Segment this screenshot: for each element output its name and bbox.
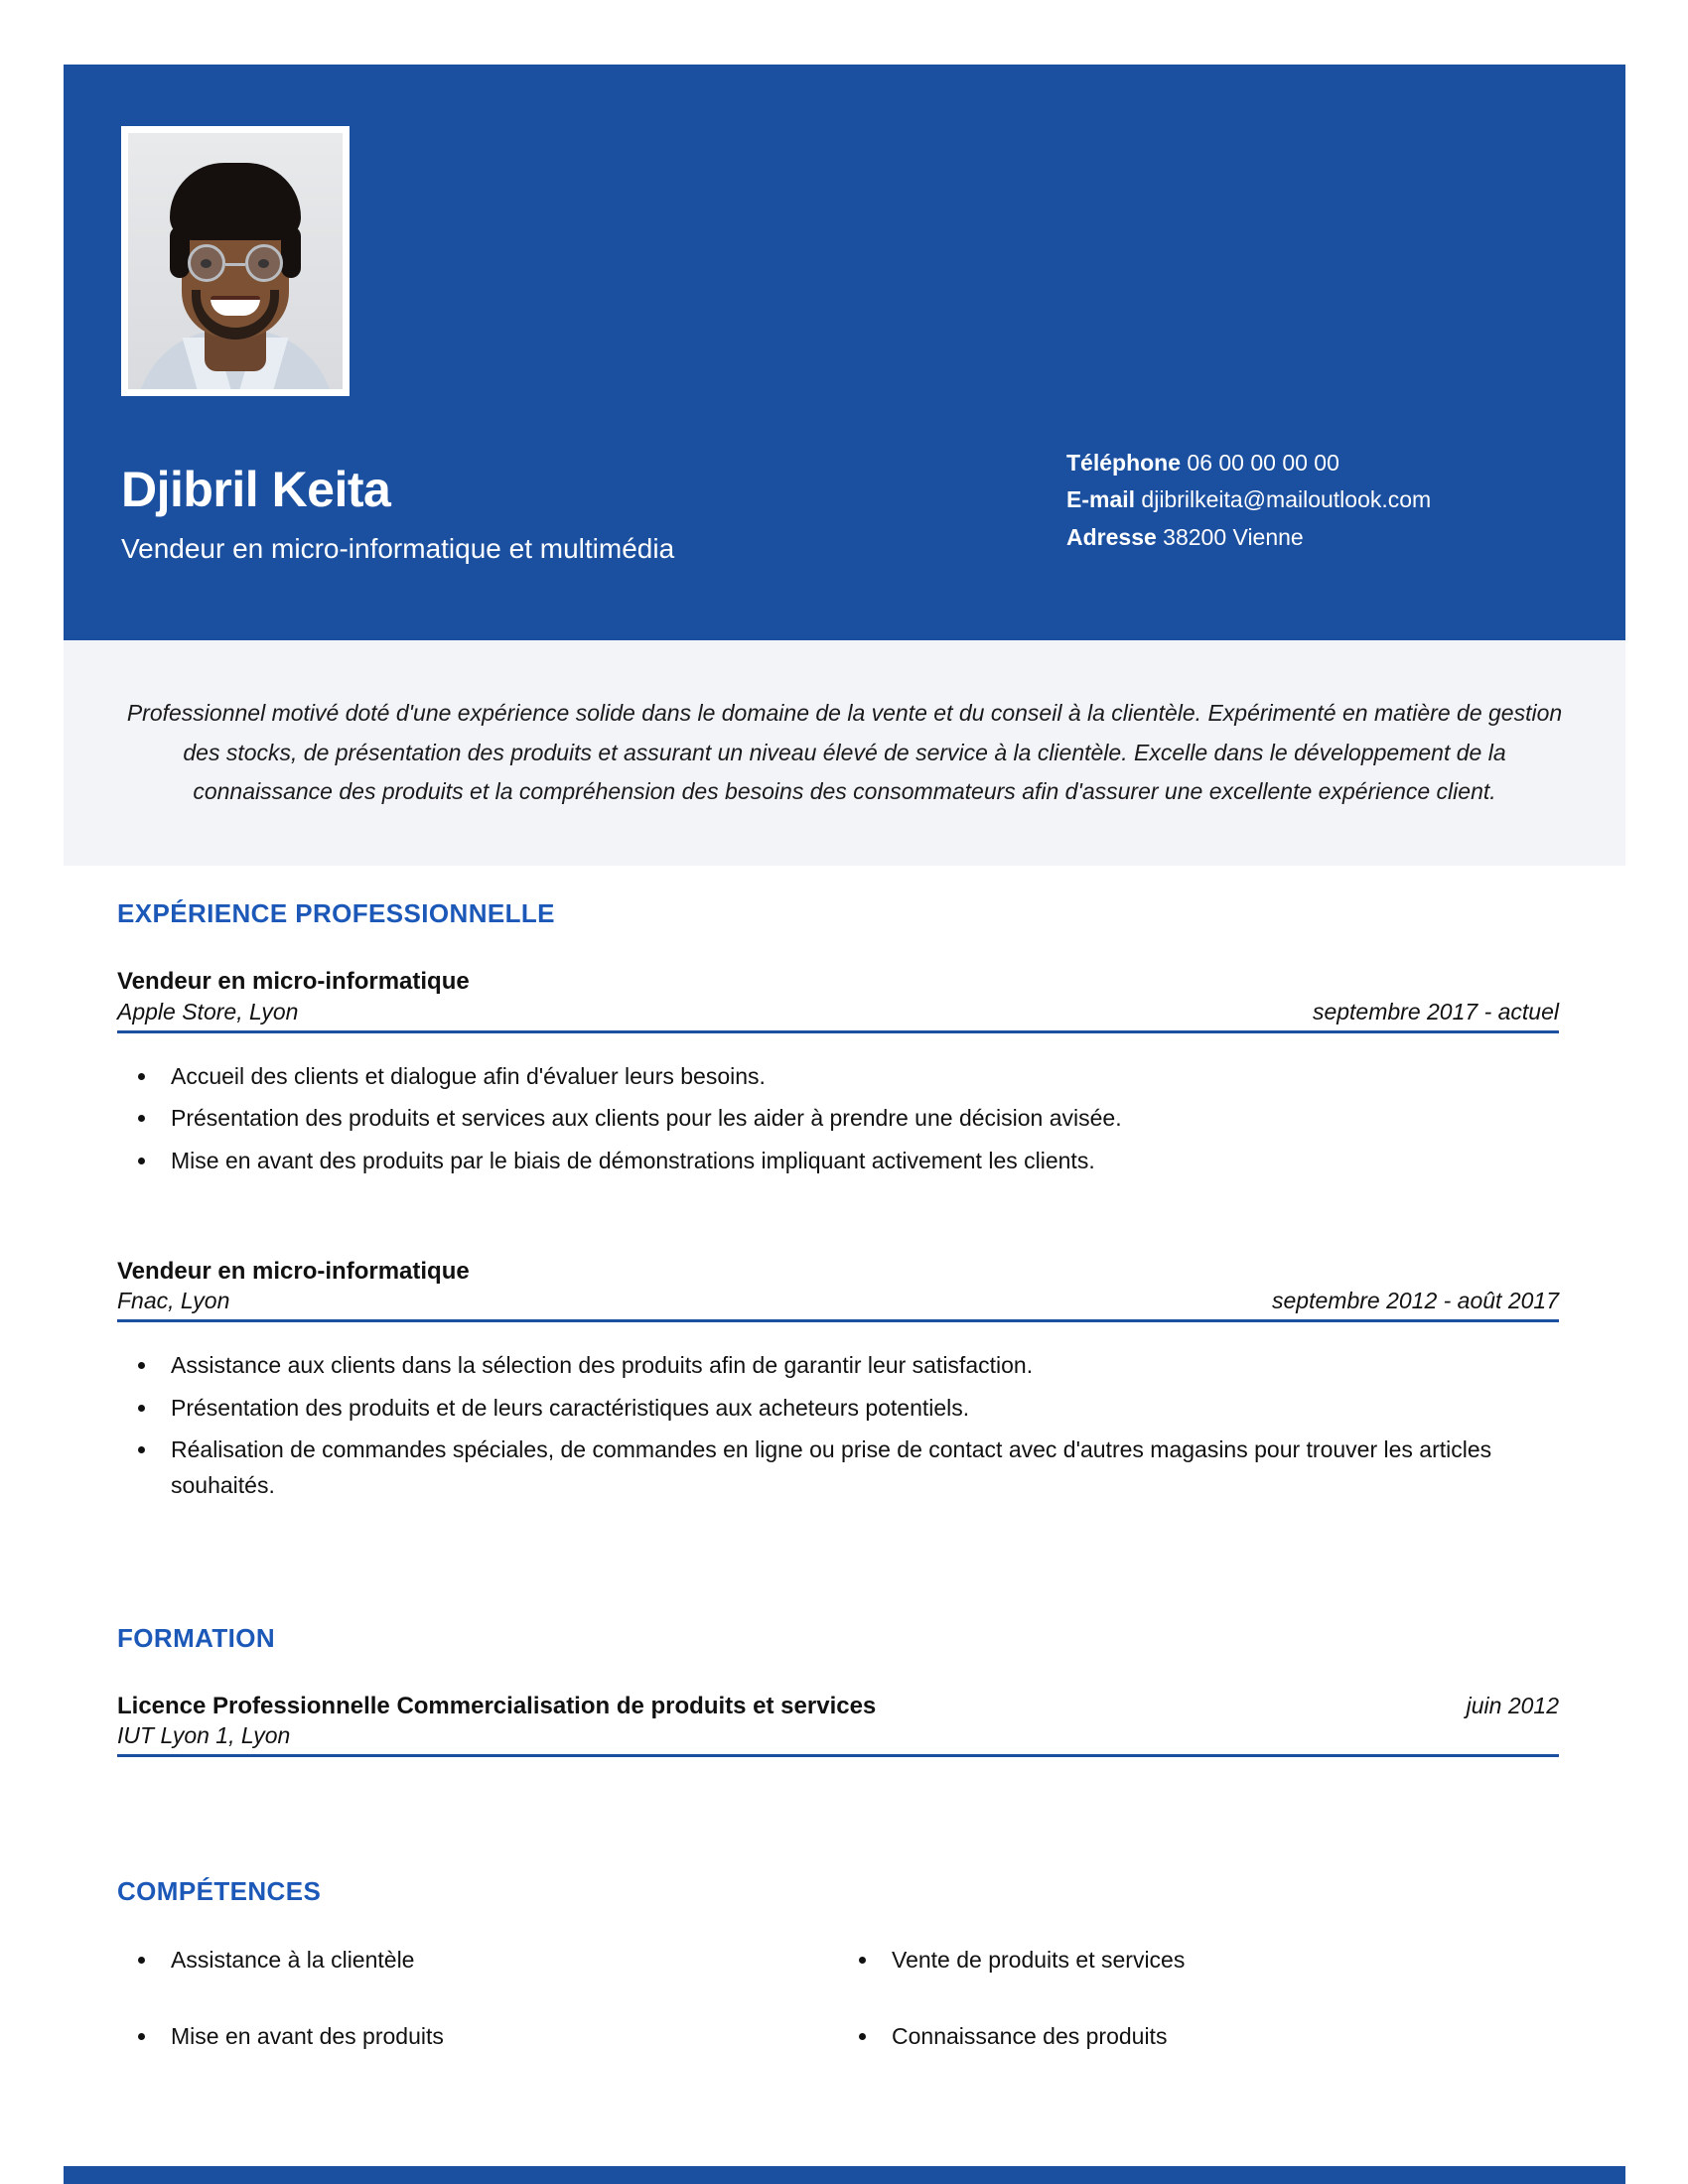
portrait-mouth — [211, 296, 260, 316]
summary-block — [64, 640, 1625, 866]
list-item: • Réalisation de commandes spéciales, de commandes en ligne ou prise de contact avec d'autres magasins pour trouver les articles souhaités. — [159, 1433, 1559, 1503]
glasses-icon-right — [245, 244, 283, 282]
experience-date: septembre 2012 - août 2017 — [1272, 1288, 1559, 1314]
list-item: • Vente de produits et services — [880, 1943, 1559, 1978]
education-date: juin 2012 — [1466, 1692, 1559, 1718]
contact-phone — [1066, 445, 1431, 481]
list-item: • Assistance à la clientèle — [159, 1943, 838, 1978]
spacer — [117, 1514, 1559, 1623]
glasses-icon — [188, 244, 225, 282]
portrait-hair — [170, 163, 301, 240]
job-title: Vendeur en micro-informatique et multimédia — [121, 533, 675, 564]
education-degree: Licence Professionnelle Commercialisation de produits et services — [117, 1692, 877, 1719]
avatar — [121, 126, 350, 396]
education-meta-row — [117, 1722, 1559, 1757]
experience-role: Vendeur en micro-informatique — [117, 1257, 470, 1285]
section-title-experience: EXPÉRIENCE PROFESSIONNELLE — [117, 898, 555, 928]
contact-address — [1066, 519, 1431, 556]
experience-role: Vendeur en micro-informatique — [117, 968, 470, 995]
section-title-skills: COMPÉTENCES — [117, 1876, 322, 1907]
portrait-photo — [128, 133, 343, 389]
contact-email-value[interactable]: djibrilkeita@mailoutlook.com — [1141, 486, 1432, 513]
spacer — [117, 1189, 1559, 1255]
experience-date: septembre 2017 - actuel — [1312, 998, 1559, 1024]
page-title: Djibril Keita — [121, 462, 391, 517]
list-item: • Assistance aux clients dans la sélection des produits afin de garantir leur satisfaction. — [159, 1348, 1559, 1384]
summary-text: Professionnel motivé doté d'une expérience solide dans le domaine de la vente et du conseil à la clientèle. Expérimenté en matière de gestion des stocks, de présentation des produits et assurant un niveau élevé de service à la clientèle. Excelle dans le développement de la connaissance des produits et la compréhension des besoins des consommateurs afin d'assurer une excellente expérience client. — [126, 700, 1563, 805]
list-item: • Présentation des produits et services aux clients pour les aider à prendre une décision avisée. — [159, 1101, 1559, 1137]
experience-organization: Fnac, Lyon — [117, 1288, 230, 1314]
list-item: • Présentation des produits et de leurs caractéristiques aux acheteurs potentiels. — [159, 1391, 1559, 1427]
list-item: • Mise en avant des produits par le biais de démonstrations impliquant activement les clients. — [159, 1144, 1559, 1179]
list-item: • Mise en avant des produits — [159, 2019, 838, 2054]
section-title-education: FORMATION — [117, 1622, 276, 1653]
contact-phone-value: 06 00 00 00 00 — [1187, 450, 1339, 476]
education-top-row — [117, 1690, 1559, 1723]
contact-address-label: Adresse — [1066, 523, 1157, 550]
education-entry — [117, 1690, 1559, 1758]
contact-address-value: 38200 Vienne — [1163, 523, 1304, 550]
experience-meta-row — [117, 999, 1559, 1033]
list-item: • Accueil des clients et dialogue afin d'évaluer leurs besoins. — [159, 1059, 1559, 1095]
spacer — [117, 1767, 1559, 1876]
list-item: • Connaissance des produits — [880, 2019, 1559, 2054]
experience-organization: Apple Store, Lyon — [117, 998, 299, 1024]
skills-grid — [117, 1943, 1559, 2095]
experience-meta-row — [117, 1288, 1559, 1322]
contact-email-label: E-mail — [1066, 486, 1136, 513]
header-banner — [64, 65, 1625, 640]
experience-bullets — [159, 1348, 1559, 1504]
contact-email — [1066, 481, 1431, 518]
skills-column-left — [117, 1943, 838, 2095]
experience-entry — [117, 1255, 1559, 1504]
glasses-bridge — [225, 263, 245, 266]
footer-accent-bar — [64, 2166, 1625, 2184]
experience-bullets — [159, 1059, 1559, 1179]
resume-body — [117, 898, 1559, 2095]
skills-column-right — [838, 1943, 1559, 2095]
education-school: IUT Lyon 1, Lyon — [117, 1722, 291, 1749]
contact-block — [1066, 445, 1431, 556]
experience-entry — [117, 965, 1559, 1179]
contact-phone-label: Téléphone — [1066, 450, 1182, 476]
